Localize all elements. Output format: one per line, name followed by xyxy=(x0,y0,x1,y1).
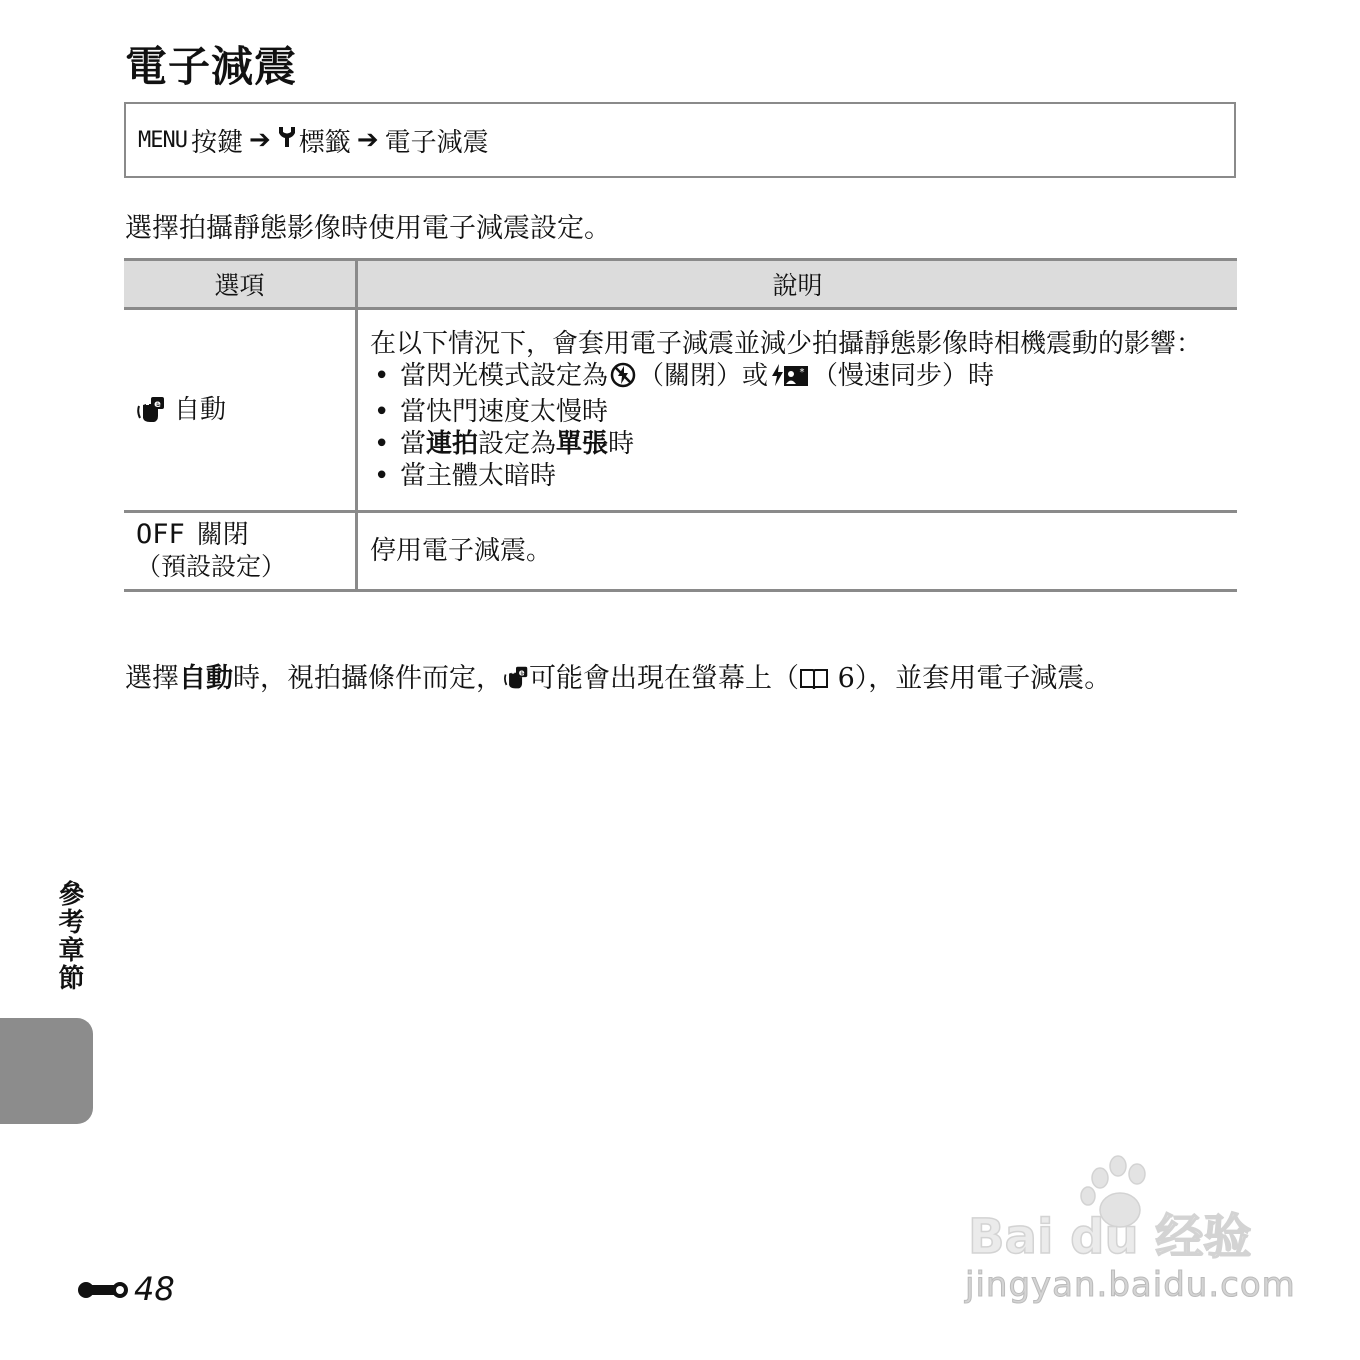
book-icon xyxy=(799,667,829,698)
footnote-text: ），並套用電子減震。 xyxy=(854,663,1112,694)
menu-step-button: 按鍵 xyxy=(190,127,243,158)
reference-section-icon xyxy=(76,1275,132,1303)
menu-path-box xyxy=(124,102,1236,178)
svg-text:e: e xyxy=(518,668,525,679)
footnote xyxy=(125,656,1111,698)
watermark-brand: Bai du 经验 xyxy=(968,1209,1252,1265)
list-bold-text: 連拍 xyxy=(426,429,479,459)
option-label: 自動 xyxy=(174,395,227,425)
list-item xyxy=(370,360,1225,396)
baidu-watermark xyxy=(960,1150,1280,1264)
vibration-reduction-icon xyxy=(136,396,166,424)
header-description: 說明 xyxy=(357,260,1238,309)
slow-sync-icon xyxy=(770,362,810,396)
list-item: • 當主體太暗時 xyxy=(370,460,1225,492)
table-row xyxy=(124,512,1237,591)
svg-text:e: e xyxy=(154,399,161,410)
list-item xyxy=(370,428,1225,460)
intro-text: 選擇拍攝靜態影像時使用電子減震設定。 xyxy=(125,213,611,244)
options-table xyxy=(124,258,1237,592)
option-label: 關閉 xyxy=(196,520,249,550)
option-cell xyxy=(124,512,357,591)
list-text: 設定為 xyxy=(478,429,557,459)
table-header-row xyxy=(124,260,1237,309)
flash-off-icon xyxy=(610,362,636,396)
description-cell: 停用電子減震。 xyxy=(357,512,1238,591)
list-text: （慢速同步）時 xyxy=(812,361,995,391)
footnote-bold: 自動 xyxy=(179,663,233,694)
page-number xyxy=(76,1270,175,1308)
side-chapter-label: 參考章節 xyxy=(54,880,84,992)
list-bold-text: 單張 xyxy=(556,429,609,459)
vibration-reduction-icon xyxy=(503,665,529,691)
menu-step-item: 電子減震 xyxy=(384,127,489,158)
option-cell xyxy=(124,309,357,512)
table-row xyxy=(124,309,1237,512)
menu-key: MENU xyxy=(138,127,187,153)
svg-text:*: * xyxy=(799,367,805,378)
arrow-right-icon: ➔ xyxy=(356,125,379,155)
list-text: 當 xyxy=(400,429,427,459)
list-text: （關閉）或 xyxy=(638,361,769,391)
page-title: 電子減震 xyxy=(125,42,298,91)
footnote-text: 可能會出現在螢幕上（ xyxy=(529,663,799,694)
footnote-text: 時，視拍攝條件而定， xyxy=(233,663,503,694)
wrench-icon xyxy=(277,125,297,156)
footnote-text: 選擇 xyxy=(125,663,179,694)
page-reference[interactable]: 6 xyxy=(837,663,855,694)
watermark-url: jingyan.baidu.com xyxy=(965,1265,1296,1305)
list-text: 時 xyxy=(608,429,635,459)
description-cell xyxy=(357,309,1238,512)
list-text: 當閃光模式設定為 xyxy=(400,361,609,391)
condition-list xyxy=(370,360,1225,492)
list-item: • 當快門速度太慢時 xyxy=(370,396,1225,428)
page-number-text: 48 xyxy=(134,1270,175,1308)
option-code: OFF xyxy=(136,519,185,550)
description-intro: 在以下情況下，會套用電子減震並減少拍攝靜態影像時相機震動的影響： xyxy=(370,329,1203,359)
side-chapter-tab xyxy=(0,1018,93,1124)
arrow-right-icon: ➔ xyxy=(249,125,271,155)
header-option: 選項 xyxy=(124,260,357,309)
menu-step-tab: 標籤 xyxy=(298,127,351,158)
option-note: （預設設定） xyxy=(136,552,287,581)
